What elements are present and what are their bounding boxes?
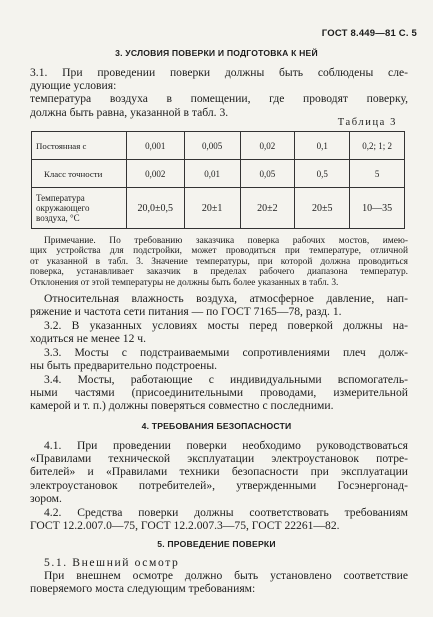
table-cell: 0,002: [126, 160, 184, 188]
table-cell: 0,5: [295, 160, 350, 188]
table-cell: 0,05: [240, 160, 295, 188]
paragraph-3-2: [30, 319, 408, 345]
text-line: температура воздуха в помещении, где проводят поверку,: [30, 92, 408, 106]
paragraph-3-1: [30, 66, 408, 119]
table-cell: 0,2; 1; 2: [350, 132, 405, 160]
text-line: 3.4. Мосты, работающие с индивидуальными вспомогатель-: [44, 373, 408, 386]
text-line: Относительная влажность воздуха, атмосферное давление, нап-: [44, 292, 408, 305]
text-line: электроустановок потребителей», утвержденными Госэнергонад-: [30, 478, 408, 492]
table-row: [32, 188, 405, 229]
table-cell: 0,1: [295, 132, 350, 160]
subsection-title: 5.1. Внешний осмотр: [44, 556, 180, 569]
section-5-title: 5. ПРОВЕДЕНИЕ ПОВЕРКИ: [157, 539, 276, 549]
text-line: от указанной в табл. 3. Значение температуры, при которой должна проводиться: [30, 256, 408, 267]
text-line: 4.1. При проведении поверки необходимо руководствоваться: [44, 439, 408, 452]
paragraph-5-1: [30, 556, 408, 596]
text-line: поверяемого моста следующим требованиям:: [30, 582, 256, 596]
text-line: 4.2. Средства поверки должны соответствовать требованиям: [44, 506, 408, 519]
paragraph-4-2: [30, 506, 408, 532]
cell-line: воздуха, °С: [36, 213, 80, 223]
table-cell: 0,005: [184, 132, 240, 160]
text-line: ны быть предварительно подстроены.: [30, 359, 218, 373]
text-line: дующие условия:: [30, 79, 117, 93]
text-line: 3.2. В указанных условиях мосты перед поверкой должны на-: [44, 319, 408, 332]
text-line: «Правилами технической эксплуатации электроустановок потре-: [30, 452, 408, 466]
table-cell: 5: [350, 160, 405, 188]
table-caption: Таблица 3: [337, 117, 397, 128]
table-cell: Класс точности: [32, 160, 127, 188]
table-row: [32, 132, 405, 160]
table-cell: 20,0±0,5: [126, 188, 184, 229]
section-3-title: 3. УСЛОВИЯ ПОВЕРКИ И ПОДГОТОВКА К НЕЙ: [115, 48, 318, 58]
text-line: зором.: [30, 491, 62, 505]
text-line: ГОСТ 12.2.007.0—75, ГОСТ 12.2.007.3—75, ГОСТ 22261—82.: [30, 519, 340, 533]
text-line: При внешнем осмотре должно быть установлено соответствие: [44, 569, 408, 583]
paragraph-3-3: [30, 346, 408, 372]
paragraph-3-4: [30, 373, 408, 413]
table-3: [31, 131, 405, 229]
text-line: ными частями (присоединительными проводами, измерительной: [30, 386, 408, 400]
table-cell: 0,01: [184, 160, 240, 188]
table-cell: 10—35: [350, 188, 405, 229]
table-cell: [32, 188, 127, 229]
table-cell: 0,02: [240, 132, 295, 160]
table-cell: 20±1: [184, 188, 240, 229]
paragraph-humidity: [30, 292, 408, 318]
text-line: 3.1. При проведении поверки должны быть соблюдены сле-: [30, 66, 408, 79]
text-line: Примечание. По требованию заказчика поверка рабочих мостов, имею-: [44, 236, 408, 246]
table-cell: 0,001: [126, 132, 184, 160]
text-line: камерой и т. п.) должны поверяться совместно с последними.: [30, 399, 334, 413]
section-4-title: 4. ТРЕБОВАНИЯ БЕЗОПАСНОСТИ: [141, 421, 292, 431]
table-note: [30, 236, 408, 288]
text-line: должна быть равна, указанной в табл. 3.: [30, 105, 229, 119]
cell-line: окружающего: [36, 203, 90, 213]
text-line: Отклонения от этой температуры не должны быть более указанных в табл. 3.: [30, 277, 339, 288]
paragraph-4-1: [30, 439, 408, 505]
page-header: ГОСТ 8.449—81 С. 5: [321, 28, 417, 39]
text-line: 3.3. Мосты с подстраиваемыми сопротивлениями плеч долж-: [44, 346, 408, 359]
text-line: ходиться не менее 12 ч.: [30, 332, 146, 346]
text-line: бителей» и «Правилами техники безопасности при эксплуатации: [30, 465, 408, 479]
text-line: щих устройства для подстройки, может проводиться при температуре, отличной: [30, 246, 408, 257]
cell-line: Температура: [36, 193, 85, 203]
table-cell: 20±2: [240, 188, 295, 229]
text-line: ряжение и частота сети питания — по ГОСТ 7165—78, разд. 1.: [30, 305, 342, 319]
table-cell: 20±5: [295, 188, 350, 229]
table-row: [32, 160, 405, 188]
table-cell: Постоянная c: [32, 132, 127, 160]
text-line: поверка, устанавливает заказчик в пределах рабочего диапазона температур.: [30, 267, 408, 278]
